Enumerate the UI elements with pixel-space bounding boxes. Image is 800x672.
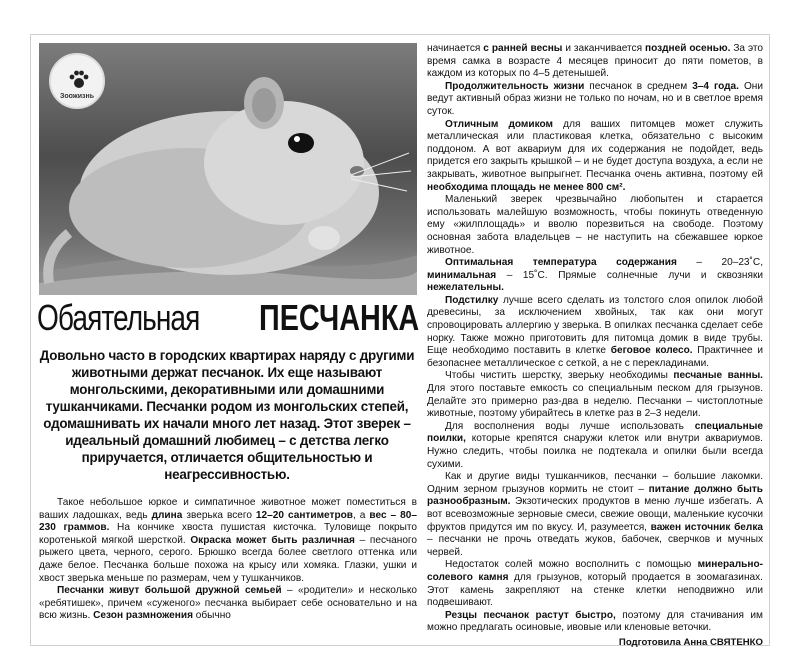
text: За это время самка в возрасте 4 месяцев приносит до пяти пометов, в каждом из которых по 4–5 детенышей.	[427, 43, 764, 80]
text: для грызунов, который продается в зоомагазинах. Этот камень закрепляют на стенке клетки неподвижно или подвешивают.	[427, 571, 763, 609]
body-paragraph	[427, 471, 763, 559]
bold-text: минерально-солевого камня	[427, 559, 763, 583]
text: обычно	[192, 610, 231, 622]
body-paragraph	[427, 43, 763, 81]
bold-text: нежелательны.	[427, 282, 504, 294]
bold-text: специальные поилки,	[427, 420, 763, 445]
body-paragraph	[427, 559, 763, 609]
author-credit: Подготовила Анна СВЯТЕНКО	[618, 636, 763, 648]
text: На кончике хвоста пушистая кисточка. Туловище покрыто коротенькой мягкой шерсткой.	[39, 522, 418, 546]
text: лучше всего сделать из толстого слоя опилок любой древесины, за исключением хвойных, так как они могут спровоцировать аллергию у зверька. В опилках песчанка сделает себе норку. Также можно приготовить для питомца домик в виде трубы. Еще необходимо поставить в клетке	[427, 294, 763, 357]
bold-text: беговое колесо.	[610, 345, 693, 357]
title-part-light: Обаятельная	[37, 297, 200, 338]
body-paragraph	[39, 497, 417, 585]
article-lead	[37, 347, 417, 483]
article-page	[30, 34, 770, 646]
bold-text: длина	[151, 509, 183, 521]
text: Для восполнения воды лучше использовать	[445, 420, 695, 432]
bold-text: Окраска может быть различная	[190, 534, 355, 546]
bold-text: вес – 80–230 граммов.	[39, 509, 417, 534]
text: – 20–23˚С,	[676, 257, 763, 269]
text: зверька всего	[182, 509, 256, 521]
text: поэтому для стачивания им можно предлагать осиновые, ивовые или кленовые веточки.	[427, 609, 763, 634]
bold-text: Сезон размножения	[93, 610, 193, 622]
text: – песчаного рыжего цвета, черного, серого. Брюшко всегда более светлого оттенка или даже белое. Песчанка больше похожа на крысу или хомяка. Глазки, ушки и хвост зверька меньше по размерам, чем у тушканчиков.	[39, 534, 418, 584]
bold-text: Песчанки живут большой дружной семьей	[57, 585, 282, 597]
text: – песчанки не прочь отведать жуков, бабочек, сверчков и мучных червей.	[427, 534, 763, 558]
logo-text: Зоожизнь	[59, 93, 95, 100]
body-paragraph	[427, 119, 763, 195]
text: которые крепятся снаружи клеток или внутри аквариумов. Нужно следить, чтобы поилка не подтекала и опилки были всегда сухими.	[427, 433, 763, 470]
bold-text: поздней осенью.	[645, 43, 731, 54]
text: Недостаток солей можно восполнить с помощью	[445, 559, 698, 571]
text: – 15˚С. Прямые солнечные лучи и сквозняки	[496, 269, 763, 281]
bold-text: питание должно быть разнообразным.	[427, 483, 763, 508]
bold-text: песчаные ванны.	[673, 370, 763, 382]
text: и заканчивается	[562, 43, 645, 54]
body-paragraph	[39, 585, 417, 623]
body-paragraph	[427, 295, 763, 371]
left-column	[39, 497, 417, 623]
bold-text: минимальная	[427, 269, 497, 281]
article-title	[37, 297, 420, 345]
bold-text: Продолжительность жизни	[445, 80, 585, 92]
bold-text: необходима площадь не менее 800 см².	[427, 181, 626, 193]
body-paragraph	[427, 370, 763, 420]
text: – «родители» и несколько «ребятишек», причем «суженого» песчанка выбирает себе основательно и на всю жизнь.	[39, 585, 417, 622]
title-part-bold: ПЕСЧАНКА	[259, 297, 420, 338]
text: , а	[353, 509, 370, 521]
text: Маленький зверек чрезвычайно любопытен и старается использовать малейшую возможность, чтобы покинуть отведенную ему «жилплощадь» и вволю порезвиться на свободе. Поэтому основная забота владельцев – не наступить на сбежавшее юркое животное.	[427, 194, 763, 256]
bold-text: 3–4 года.	[692, 80, 739, 92]
text: Практичнее и безопаснее металлическое с сеткой, а не с перекладинами.	[427, 345, 764, 369]
text: Экзотических продуктов в меню лучше избегать. А вот всевозможные зерновые смеси, свежие овощи, маленькие кусочки фруктов придутся им по вкусу. И, разумеется,	[427, 496, 763, 533]
body-paragraph	[427, 610, 763, 635]
right-column	[427, 43, 763, 650]
gerbil-photo	[39, 43, 417, 295]
lead-text: Довольно часто в городских квартирах наряду с другими животными держат песчанок. Их еще называют монгольскими, декоративными или домашними тушканчиками. Песчанки родом из монгольских степей, одомашнивать их начали много лет назад. Этот зверек – идеальный домашний любимец – с детства легко приручается, отличается общительностью и неагрессивностью.	[39, 348, 415, 482]
body-paragraph	[427, 421, 763, 471]
bold-text: Резцы песчанок растут быстро,	[445, 609, 616, 621]
bold-text: Подстилку	[445, 294, 499, 306]
text: Они ведут активный образ жизни не только по ночам, но и в светлое время суток.	[427, 80, 764, 117]
body-paragraph	[427, 81, 763, 119]
text: Как и другие виды тушканчиков, песчанки – большие лакомки. Одним зерном грызунов кормить не стоит –	[427, 471, 763, 495]
bold-text: с ранней весны	[483, 43, 563, 54]
text: песчанок в среднем	[584, 80, 693, 92]
text: для ваших питомцев может служить металлическая или пластиковая клетка, обязательно с высоким поддоном. А вот аквариум для их содержания не подойдет, ведь придется его закрыть крышкой – и не будет доступа воздуха, а если не закрывать, животное выпрыгнет. Песчанка очень активна, поэтому ей	[427, 118, 763, 180]
body-paragraph	[427, 257, 763, 295]
text: начинается	[427, 43, 484, 54]
text: Такое небольшое юркое и симпатичное животное может поместиться в ваших ладошках, ведь	[39, 497, 417, 521]
paw-icon	[68, 69, 90, 91]
bold-text: Оптимальная температура содержания	[445, 257, 677, 269]
text: Чтобы чистить шерстку, зверьку необходимы	[445, 370, 674, 382]
bold-text: важен источник белка	[650, 521, 763, 533]
bold-text: 12–20 сантиметров	[255, 509, 353, 521]
body-paragraph	[427, 194, 763, 257]
bold-text: Отличным домиком	[445, 118, 554, 130]
magazine-logo	[49, 53, 105, 109]
text: Для этого поставьте емкость со специальным песком для грызунов. Делайте это примерно раз-два в неделю. Песчанки – чистоплотные животные, поэтому убирайтесь в клетке раз в 2–3 недели.	[427, 383, 763, 420]
